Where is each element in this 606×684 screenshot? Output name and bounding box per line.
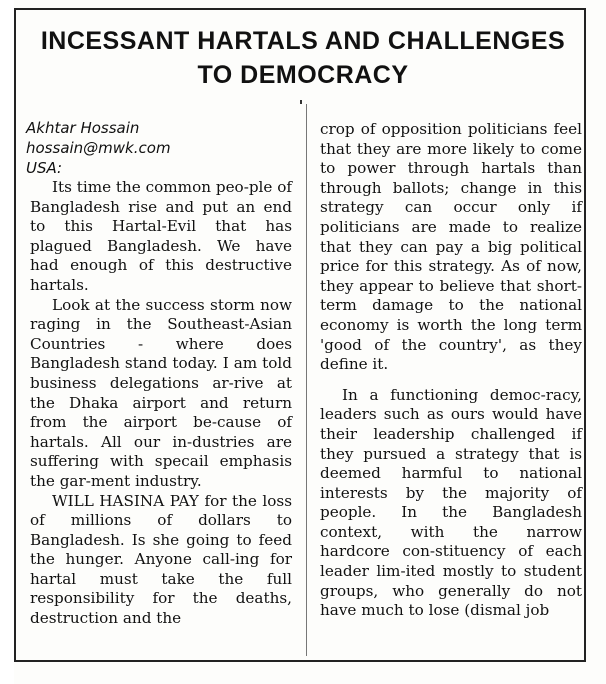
- left-paragraph-3: WILL HASINA PAY for the loss of millions of dollars to Bangladesh. Is she going to feed the hunger. Anyone call-ing for hartal must take the full responsibility for the deaths, destruction and the: [30, 491, 292, 628]
- article-headline: [20, 24, 586, 92]
- left-paragraph-1: Its time the common peo-ple of Bangladesh rise and put an end to this Hartal-Evil that has plagued Bangladesh. We have had enough of this destructive hartals.: [30, 178, 292, 294]
- column-divider-cap: [300, 100, 302, 104]
- byline: [26, 118, 306, 178]
- author-email: hossain@mwk.com: [26, 139, 171, 157]
- author-name: Akhtar Hossain: [26, 119, 140, 137]
- left-paragraph-2: Look at the success storm now raging in the Southeast-Asian Countries - where does Bangladesh stand today. I am told business delegations ar-rive at the Dhaka airport and return from the airport be-cause of hartals. All our in-dustries are suffering with specail emphasis the gar-ment industry.: [30, 295, 292, 490]
- left-column: [30, 178, 292, 629]
- scan-margin: [0, 0, 10, 684]
- right-paragraph-2: In a functioning democ-racy, leaders such as ours would have their leadership challenged if they pursued a strategy that is deemed harmful to national interests by the majority of people. In the Bangladesh context, with the narrow hardcore con-stituency of each leader lim-ited mostly to student groups, who generally do not have much to lose (dismal job: [320, 385, 582, 620]
- right-paragraph-1: crop of opposition politicians feel that they are more likely to come to power through hartals than through ballots; change in this strategy can occur only if politicians are made to realize that they can pay a big political price for this strategy. As of now, they appear to believe that short-term damage to the national economy is worth the long term 'good of the country', as they define it.: [320, 120, 582, 374]
- headline-line-2: TO DEMOCRACY: [197, 61, 409, 89]
- right-column: [320, 120, 582, 621]
- column-divider: [306, 104, 307, 656]
- author-location: USA:: [26, 159, 63, 177]
- headline-line-1: INCESSANT HARTALS AND CHALLENGES: [40, 27, 566, 55]
